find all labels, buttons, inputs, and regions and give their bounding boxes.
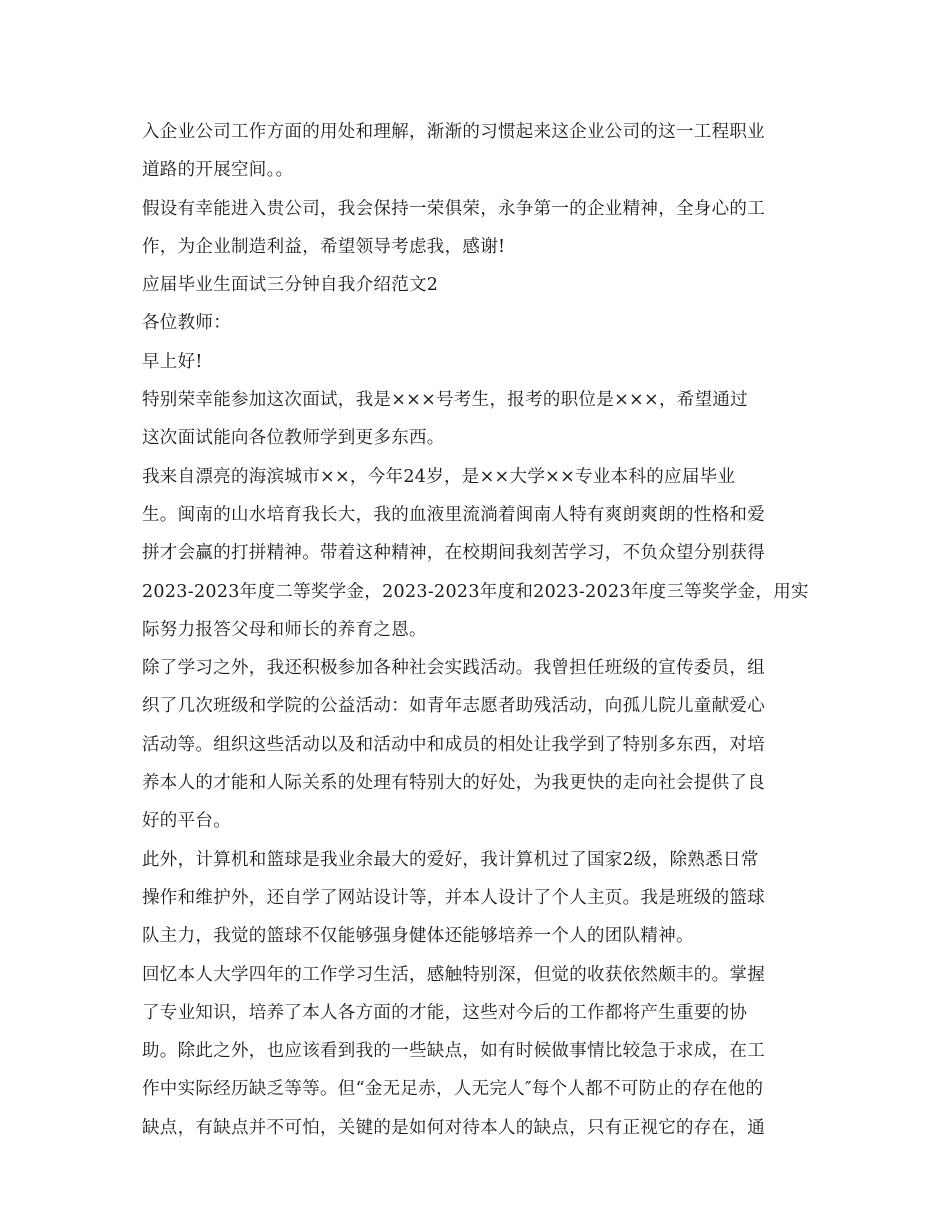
text-line: 这次面试能向各位教师学到更多东西。 [142, 428, 445, 449]
text-line: 道路的开展空间。。 [142, 160, 294, 181]
text-line: 了专业知识，培养了本人各方面的才能，这些对今后的工作都将产生重要的协 [142, 1002, 748, 1023]
text-line: 入企业公司工作方面的用处和理解，渐渐的习惯起来这企业公司的这一工程职业 [142, 122, 765, 142]
text-line: 回忆本人大学四年的工作学习生活，感触特别深，但觉的收获依然颇丰的。掌握 [142, 964, 765, 985]
text-line: 好的平台。 [142, 811, 231, 832]
text-line: 此外，计算机和篮球是我业余最大的爱好，我计算机过了国家2级，除熟悉日常 [142, 849, 759, 870]
text-line: 缺点，有缺点并不可怕，关键的是如何对待本人的缺点，只有正视它的存在，通 [142, 1117, 765, 1138]
greeting: 早上好! [142, 351, 203, 372]
text-line: 特别荣幸能参加这次面试，我是×××号考生，报考的职位是×××，希望通过 [142, 390, 748, 411]
text-line: 我来自漂亮的海滨城市××，今年24岁，是××大学××专业本科的应届毕业 [142, 466, 736, 487]
text-line: 际努力报答父母和师长的养育之恩。 [142, 619, 427, 640]
text-line: 拼才会赢的打拼精神。带着这种精神，在校期间我刻苦学习，不负众望分别获得 [142, 543, 765, 564]
document-body [142, 113, 810, 1147]
text-line: 假设有幸能进入贵公司，我会保持一荣俱荣，永争第一的企业精神，全身心的工 [142, 198, 765, 219]
text-line: 2023-2023年度二等奖学金，2023-2023年度和2023-2023年度三等奖学金，用实 [142, 581, 809, 602]
text-line: 队主力，我觉的篮球不仅能够强身健体还能够培养一个人的团队精神。 [142, 926, 694, 947]
text-line: 作中实际经历缺乏等等。但“金无足赤，人无完人″每个人都不可防止的存在他的 [142, 1079, 764, 1100]
text-line: 生。闽南的山水培育我长大，我的血液里流淌着闽南人特有爽朗爽朗的性格和爱 [142, 504, 765, 525]
text-line: 织了几次班级和学院的公益活动：如青年志愿者助残活动，向孤儿院儿童献爱心 [142, 696, 765, 717]
text-line: 助。除此之外，也应该看到我的一些缺点，如有时候做事情比较急于求成，在工 [142, 1041, 765, 1062]
text-line: 作，为企业制造利益，希望领导考虑我，感谢! [142, 236, 506, 257]
text-line: 除了学习之外，我还积极参加各种社会实践活动。我曾担任班级的宣传委员，组 [142, 658, 765, 679]
text-line: 养本人的才能和人际关系的处理有特别大的好处，为我更快的走向社会提供了良 [142, 773, 765, 794]
text-line: 活动等。组织这些活动以及和活动中和成员的相处让我学到了特别多东西，对培 [142, 734, 765, 755]
section-heading: 应届毕业生面试三分钟自我介绍范文2 [142, 275, 439, 296]
text-line: 操作和维护外，还自学了网站设计等，并本人设计了个人主页。我是班级的篮球 [142, 887, 765, 908]
salutation: 各位教师： [142, 313, 231, 334]
